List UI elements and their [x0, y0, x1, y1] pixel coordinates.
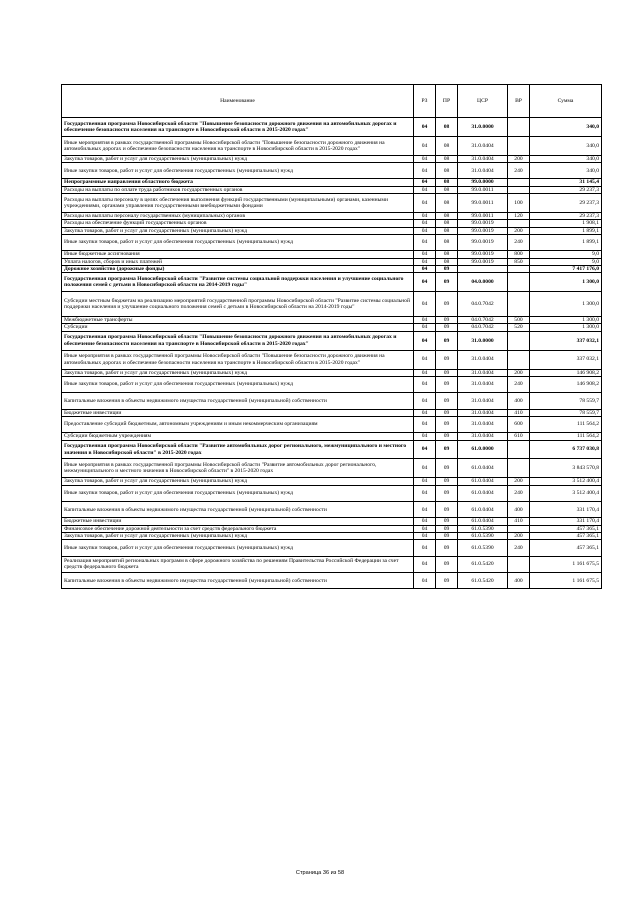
cell-vr — [508, 350, 530, 369]
cell-sum: 146 908,2 — [530, 376, 602, 392]
cell-sum: 1 161 675,5 — [530, 573, 602, 589]
table-row — [62, 118, 602, 137]
cell-csr: 99.0.0000 — [458, 179, 508, 186]
cell-rz: 04 — [414, 518, 436, 525]
cell-vr: 200 — [508, 155, 530, 162]
cell-csr: 04.0.0000 — [458, 273, 508, 292]
cell-pr: 09 — [436, 324, 458, 331]
header-pr: ПР — [436, 85, 458, 118]
cell-sum: 29 237,3 — [530, 194, 602, 213]
table-row — [62, 350, 602, 369]
cell-pr: 09 — [436, 273, 458, 292]
cell-vr: 200 — [508, 532, 530, 539]
cell-name: Иные закупки товаров, работ и услуг для обеспечения государственных (муниципальных) нужд — [62, 485, 414, 501]
cell-pr: 08 — [436, 251, 458, 258]
cell-rz: 04 — [414, 350, 436, 369]
table-row — [62, 212, 602, 219]
cell-sum: 3 512 400,4 — [530, 485, 602, 501]
cell-sum: 9,0 — [530, 251, 602, 258]
cell-vr — [508, 273, 530, 292]
cell-vr — [508, 440, 530, 459]
table-row — [62, 433, 602, 440]
cell-pr: 09 — [436, 393, 458, 409]
cell-sum: 7 417 176,0 — [530, 265, 602, 272]
cell-name: Уплата налогов, сборов и иных платежей — [62, 258, 414, 265]
table-row — [62, 265, 602, 272]
cell-sum: 3 512 400,4 — [530, 478, 602, 485]
cell-name: Непрограммные направления областного бюджета — [62, 179, 414, 186]
table-row — [62, 416, 602, 432]
cell-csr: 04.0.7042 — [458, 317, 508, 324]
cell-rz: 04 — [414, 540, 436, 556]
cell-sum: 31 145,4 — [530, 179, 602, 186]
table-row — [62, 234, 602, 250]
cell-sum: 331 170,4 — [530, 518, 602, 525]
cell-csr: 61.0.0404 — [458, 478, 508, 485]
table-row — [62, 556, 602, 572]
cell-vr: 800 — [508, 251, 530, 258]
cell-pr: 09 — [436, 317, 458, 324]
cell-vr: 240 — [508, 540, 530, 556]
cell-csr: 99.0.0019 — [458, 258, 508, 265]
cell-csr: 99.0.0019 — [458, 251, 508, 258]
cell-name: Бюджетные инвестиции — [62, 409, 414, 416]
cell-rz: 04 — [414, 376, 436, 392]
cell-rz: 04 — [414, 532, 436, 539]
cell-pr: 08 — [436, 234, 458, 250]
table-row — [62, 163, 602, 179]
cell-pr: 09 — [436, 518, 458, 525]
cell-rz: 04 — [414, 369, 436, 376]
cell-sum: 1 899,1 — [530, 234, 602, 250]
cell-name: Бюджетные инвестиции — [62, 518, 414, 525]
cell-name: Реализация мероприятий региональных программ в сфере дорожного хозяйства по решениям Правительства Российской Федерации за счет средств федерального бюджета — [62, 556, 414, 572]
cell-vr: 240 — [508, 163, 530, 179]
table-row — [62, 525, 602, 532]
cell-name: Иные бюджетные ассигнования — [62, 251, 414, 258]
cell-name: Иные закупки товаров, работ и услуг для обеспечения государственных (муниципальных) нужд — [62, 376, 414, 392]
cell-name: Государственная программа Новосибирской области "Развитие автомобильных дорог регионального, межмуниципального и местного значения в Новосибирской области" в 2015-2020 годах — [62, 440, 414, 459]
cell-name: Государственная программа Новосибирской области "Повышение безопасности дорожного движения на автомобильных дорогах и обеспечение безопасности населения на транспорте в Новосибирской области в 2015-2020 годах" — [62, 331, 414, 350]
cell-csr: 31.0.0404 — [458, 393, 508, 409]
cell-csr: 04.0.7042 — [458, 291, 508, 316]
cell-csr: 31.0.0404 — [458, 433, 508, 440]
cell-pr: 09 — [436, 409, 458, 416]
cell-pr: 09 — [436, 532, 458, 539]
cell-csr: 31.0.0404 — [458, 155, 508, 162]
cell-sum: 6 737 030,8 — [530, 440, 602, 459]
cell-vr: 200 — [508, 478, 530, 485]
table-row — [62, 485, 602, 501]
cell-pr: 09 — [436, 416, 458, 432]
cell-pr: 08 — [436, 179, 458, 186]
cell-pr: 09 — [436, 540, 458, 556]
cell-pr: 09 — [436, 331, 458, 350]
cell-rz: 04 — [414, 179, 436, 186]
cell-vr: 850 — [508, 258, 530, 265]
cell-pr: 08 — [436, 186, 458, 193]
cell-vr: 400 — [508, 573, 530, 589]
cell-rz: 04 — [414, 118, 436, 137]
cell-rz: 04 — [414, 291, 436, 316]
cell-rz: 04 — [414, 393, 436, 409]
cell-sum: 340,0 — [530, 118, 602, 137]
cell-rz: 04 — [414, 502, 436, 518]
table-row — [62, 518, 602, 525]
cell-csr: 61.0.0404 — [458, 502, 508, 518]
header-sum: Сумма — [530, 85, 602, 118]
cell-name: Закупка товаров, работ и услуг для государственных (муниципальных) нужд — [62, 227, 414, 234]
table-row — [62, 155, 602, 162]
cell-sum: 111 564,2 — [530, 433, 602, 440]
cell-pr: 09 — [436, 556, 458, 572]
cell-csr: 31.0.0404 — [458, 369, 508, 376]
cell-name: Закупка товаров, работ и услуг для государственных (муниципальных) нужд — [62, 369, 414, 376]
cell-vr — [508, 136, 530, 155]
table-row — [62, 376, 602, 392]
cell-sum: 1 300,0 — [530, 273, 602, 292]
cell-pr: 09 — [436, 291, 458, 316]
cell-rz: 04 — [414, 251, 436, 258]
cell-vr: 240 — [508, 376, 530, 392]
cell-sum: 340,0 — [530, 163, 602, 179]
cell-sum: 3 843 570,8 — [530, 459, 602, 478]
cell-csr: 31.0.0404 — [458, 350, 508, 369]
table-row — [62, 220, 602, 227]
cell-pr: 08 — [436, 163, 458, 179]
cell-csr: 31.0.0404 — [458, 136, 508, 155]
cell-sum: 78 559,7 — [530, 409, 602, 416]
cell-name: Расходы на выплаты по оплате труда работников государственных органов — [62, 186, 414, 193]
cell-name: Расходы на обеспечение функций государственных органов — [62, 220, 414, 227]
cell-pr: 09 — [436, 502, 458, 518]
cell-vr: 120 — [508, 212, 530, 219]
cell-csr: 99.0.0019 — [458, 234, 508, 250]
cell-csr: 31.0.0000 — [458, 118, 508, 137]
cell-rz: 04 — [414, 324, 436, 331]
cell-rz: 04 — [414, 485, 436, 501]
cell-rz: 04 — [414, 234, 436, 250]
cell-rz: 04 — [414, 136, 436, 155]
cell-csr: 31.0.0404 — [458, 409, 508, 416]
cell-vr — [508, 291, 530, 316]
cell-pr: 08 — [436, 220, 458, 227]
cell-csr: 99.0.0011 — [458, 186, 508, 193]
cell-vr: 400 — [508, 393, 530, 409]
cell-rz: 04 — [414, 194, 436, 213]
table-row — [62, 258, 602, 265]
cell-csr: 99.0.0011 — [458, 212, 508, 219]
cell-pr: 08 — [436, 155, 458, 162]
table-row — [62, 409, 602, 416]
cell-vr — [508, 118, 530, 137]
cell-rz: 04 — [414, 212, 436, 219]
cell-sum: 111 564,2 — [530, 416, 602, 432]
cell-rz: 04 — [414, 573, 436, 589]
cell-sum: 457 365,1 — [530, 540, 602, 556]
cell-csr: 31.0.0000 — [458, 331, 508, 350]
cell-sum: 340,0 — [530, 136, 602, 155]
cell-csr: 31.0.0404 — [458, 376, 508, 392]
table-body — [62, 118, 602, 589]
cell-rz: 04 — [414, 525, 436, 532]
table-row — [62, 331, 602, 350]
cell-sum: 1 300,0 — [530, 291, 602, 316]
budget-table — [61, 84, 602, 589]
cell-sum: 146 908,2 — [530, 369, 602, 376]
cell-csr: 99.0.0019 — [458, 220, 508, 227]
cell-vr: 410 — [508, 409, 530, 416]
cell-sum: 457 365,1 — [530, 525, 602, 532]
cell-sum: 1 161 675,5 — [530, 556, 602, 572]
cell-csr: 99.0.0011 — [458, 194, 508, 213]
cell-sum: 1 908,1 — [530, 220, 602, 227]
cell-sum: 29 237,3 — [530, 212, 602, 219]
cell-name: Субсидии — [62, 324, 414, 331]
table-row — [62, 251, 602, 258]
cell-rz: 04 — [414, 155, 436, 162]
cell-pr: 09 — [436, 376, 458, 392]
cell-name: Закупка товаров, работ и услуг для государственных (муниципальных) нужд — [62, 478, 414, 485]
table-row — [62, 317, 602, 324]
cell-vr: 200 — [508, 227, 530, 234]
header-name: Наименование — [62, 85, 414, 118]
cell-name: Иные закупки товаров, работ и услуг для обеспечения государственных (муниципальных) нужд — [62, 540, 414, 556]
cell-csr: 61.0.0404 — [458, 518, 508, 525]
cell-vr — [508, 556, 530, 572]
cell-name: Иные закупки товаров, работ и услуг для обеспечения государственных (муниципальных) нужд — [62, 163, 414, 179]
cell-pr: 08 — [436, 194, 458, 213]
table-row — [62, 227, 602, 234]
cell-vr — [508, 179, 530, 186]
cell-rz: 04 — [414, 556, 436, 572]
table-row — [62, 540, 602, 556]
table-row — [62, 532, 602, 539]
cell-pr: 08 — [436, 118, 458, 137]
cell-vr — [508, 265, 530, 272]
cell-vr — [508, 525, 530, 532]
table-row — [62, 186, 602, 193]
cell-csr: 31.0.0404 — [458, 416, 508, 432]
table-row — [62, 478, 602, 485]
table-row — [62, 393, 602, 409]
cell-name: Межбюджетные трансферты — [62, 317, 414, 324]
cell-vr — [508, 186, 530, 193]
cell-name: Государственная программа Новосибирской области "Повышение безопасности дорожного движения на автомобильных дорогах и обеспечение безопасности населения на транспорте в Новосибирской области в 2015-2020 годах" — [62, 118, 414, 137]
header-vr: ВР — [508, 85, 530, 118]
table-row — [62, 324, 602, 331]
cell-rz: 04 — [414, 258, 436, 265]
cell-csr: 61.0.0000 — [458, 440, 508, 459]
cell-rz: 04 — [414, 163, 436, 179]
cell-vr: 600 — [508, 416, 530, 432]
table-row — [62, 502, 602, 518]
cell-csr: 99.0.0019 — [458, 227, 508, 234]
cell-rz: 04 — [414, 416, 436, 432]
cell-sum: 1 300,0 — [530, 317, 602, 324]
cell-name: Дорожное хозяйство (дорожные фонды) — [62, 265, 414, 272]
cell-csr: 61.0.0404 — [458, 459, 508, 478]
cell-sum: 1 899,1 — [530, 227, 602, 234]
cell-name: Расходы на выплаты персоналу в целях обеспечения выполнения функций государственными (муниципальными) органами, казенными учреждениями, органами управления государственными внебюджетными фондами — [62, 194, 414, 213]
cell-pr: 09 — [436, 485, 458, 501]
cell-name: Субсидии местным бюджетам на реализацию мероприятий государственной программы Новосибирской области "Развитие системы социальной поддержки населения и улучшение социального положения семей с детьми в Новосибирской области на 2014-2019 годы" — [62, 291, 414, 316]
cell-pr: 09 — [436, 573, 458, 589]
table-row — [62, 440, 602, 459]
cell-sum: 29 237,3 — [530, 186, 602, 193]
cell-rz: 04 — [414, 317, 436, 324]
cell-vr: 400 — [508, 502, 530, 518]
table-row — [62, 573, 602, 589]
cell-csr: 04.0.7042 — [458, 324, 508, 331]
cell-vr: 500 — [508, 317, 530, 324]
cell-vr — [508, 331, 530, 350]
cell-sum: 337 032,1 — [530, 331, 602, 350]
cell-pr: 09 — [436, 478, 458, 485]
cell-pr: 09 — [436, 440, 458, 459]
table-row — [62, 194, 602, 213]
budget-table-container — [61, 84, 601, 589]
cell-csr: 61.0.0404 — [458, 485, 508, 501]
header-rz: РЗ — [414, 85, 436, 118]
page-number: Страница 36 из 58 — [295, 870, 345, 876]
cell-vr: 200 — [508, 369, 530, 376]
cell-name: Капитальные вложения в объекты недвижимого имущества государственной (муниципальной) собственности — [62, 573, 414, 589]
cell-name: Иные мероприятия в рамках государственной программы Новосибирской области "Развитие автомобильных дорог регионального, межмуниципального и местного значения в Новосибирской области" в 2015-2020 годах — [62, 459, 414, 478]
cell-name: Капитальные вложения в объекты недвижимого имущества государственной (муниципальной) собственности — [62, 502, 414, 518]
cell-vr: 410 — [508, 518, 530, 525]
cell-vr: 610 — [508, 433, 530, 440]
cell-name: Закупка товаров, работ и услуг для государственных (муниципальных) нужд — [62, 155, 414, 162]
cell-vr — [508, 459, 530, 478]
cell-pr: 09 — [436, 350, 458, 369]
cell-rz: 04 — [414, 433, 436, 440]
cell-vr: 100 — [508, 194, 530, 213]
cell-rz: 04 — [414, 220, 436, 227]
cell-vr: 240 — [508, 485, 530, 501]
header-csr: ЦСР — [458, 85, 508, 118]
cell-name: Закупка товаров, работ и услуг для государственных (муниципальных) нужд — [62, 532, 414, 539]
cell-pr: 09 — [436, 265, 458, 272]
table-row — [62, 179, 602, 186]
cell-pr: 09 — [436, 459, 458, 478]
cell-vr: 520 — [508, 324, 530, 331]
cell-name: Расходы на выплаты персоналу государственных (муниципальных) органов — [62, 212, 414, 219]
cell-pr: 08 — [436, 258, 458, 265]
cell-name: Иные мероприятия в рамках государственной программы Новосибирской области "Повышение безопасности дорожного движения на автомобильных дорогах и обеспечение безопасности населения на транспорте в Новосибирской области в 2015-2020 годах" — [62, 136, 414, 155]
cell-sum: 337 032,1 — [530, 350, 602, 369]
table-row — [62, 136, 602, 155]
cell-pr: 09 — [436, 369, 458, 376]
cell-csr: 61.0.5390 — [458, 525, 508, 532]
cell-csr: 61.0.5390 — [458, 532, 508, 539]
cell-rz: 04 — [414, 409, 436, 416]
cell-pr: 08 — [436, 227, 458, 234]
cell-csr: 61.0.5390 — [458, 540, 508, 556]
cell-name: Субсидии бюджетным учреждениям — [62, 433, 414, 440]
cell-name: Предоставление субсидий бюджетным, автономным учреждениям и иным некоммерческим организациям — [62, 416, 414, 432]
cell-rz: 04 — [414, 273, 436, 292]
cell-rz: 04 — [414, 186, 436, 193]
cell-csr: 61.0.5420 — [458, 556, 508, 572]
table-row — [62, 291, 602, 316]
table-header-row — [62, 85, 602, 118]
cell-name: Иные мероприятия в рамках государственной программы Новосибирской области "Повышение безопасности дорожного движения на автомобильных дорогах и обеспечение безопасности населения на транспорте в Новосибирской области в 2015-2020 годах" — [62, 350, 414, 369]
cell-csr: 31.0.0404 — [458, 163, 508, 179]
cell-sum: 78 559,7 — [530, 393, 602, 409]
cell-vr: 240 — [508, 234, 530, 250]
cell-name: Капитальные вложения в объекты недвижимого имущества государственной (муниципальной) собственности — [62, 393, 414, 409]
table-row — [62, 459, 602, 478]
cell-name: Иные закупки товаров, работ и услуг для обеспечения государственных (муниципальных) нужд — [62, 234, 414, 250]
cell-rz: 04 — [414, 459, 436, 478]
cell-sum: 457 365,1 — [530, 532, 602, 539]
cell-csr — [458, 265, 508, 272]
cell-sum: 331 170,4 — [530, 502, 602, 518]
cell-rz: 04 — [414, 227, 436, 234]
table-row — [62, 369, 602, 376]
cell-sum: 1 300,0 — [530, 324, 602, 331]
cell-rz: 04 — [414, 265, 436, 272]
cell-csr: 61.0.5420 — [458, 573, 508, 589]
cell-rz: 04 — [414, 331, 436, 350]
cell-pr: 09 — [436, 525, 458, 532]
cell-sum: 340,0 — [530, 155, 602, 162]
cell-pr: 08 — [436, 136, 458, 155]
table-row — [62, 273, 602, 292]
cell-sum: 9,0 — [530, 258, 602, 265]
cell-vr — [508, 220, 530, 227]
cell-pr: 09 — [436, 433, 458, 440]
cell-name: Финансовое обеспечение дорожной деятельности за счет средств федерального бюджета — [62, 525, 414, 532]
cell-name: Государственная программа Новосибирской области "Развитие системы социальной поддержки населения и улучшение социального положения семей с детьми в Новосибирской области на 2014-2019 годы" — [62, 273, 414, 292]
cell-rz: 04 — [414, 440, 436, 459]
cell-rz: 04 — [414, 478, 436, 485]
cell-pr: 08 — [436, 212, 458, 219]
